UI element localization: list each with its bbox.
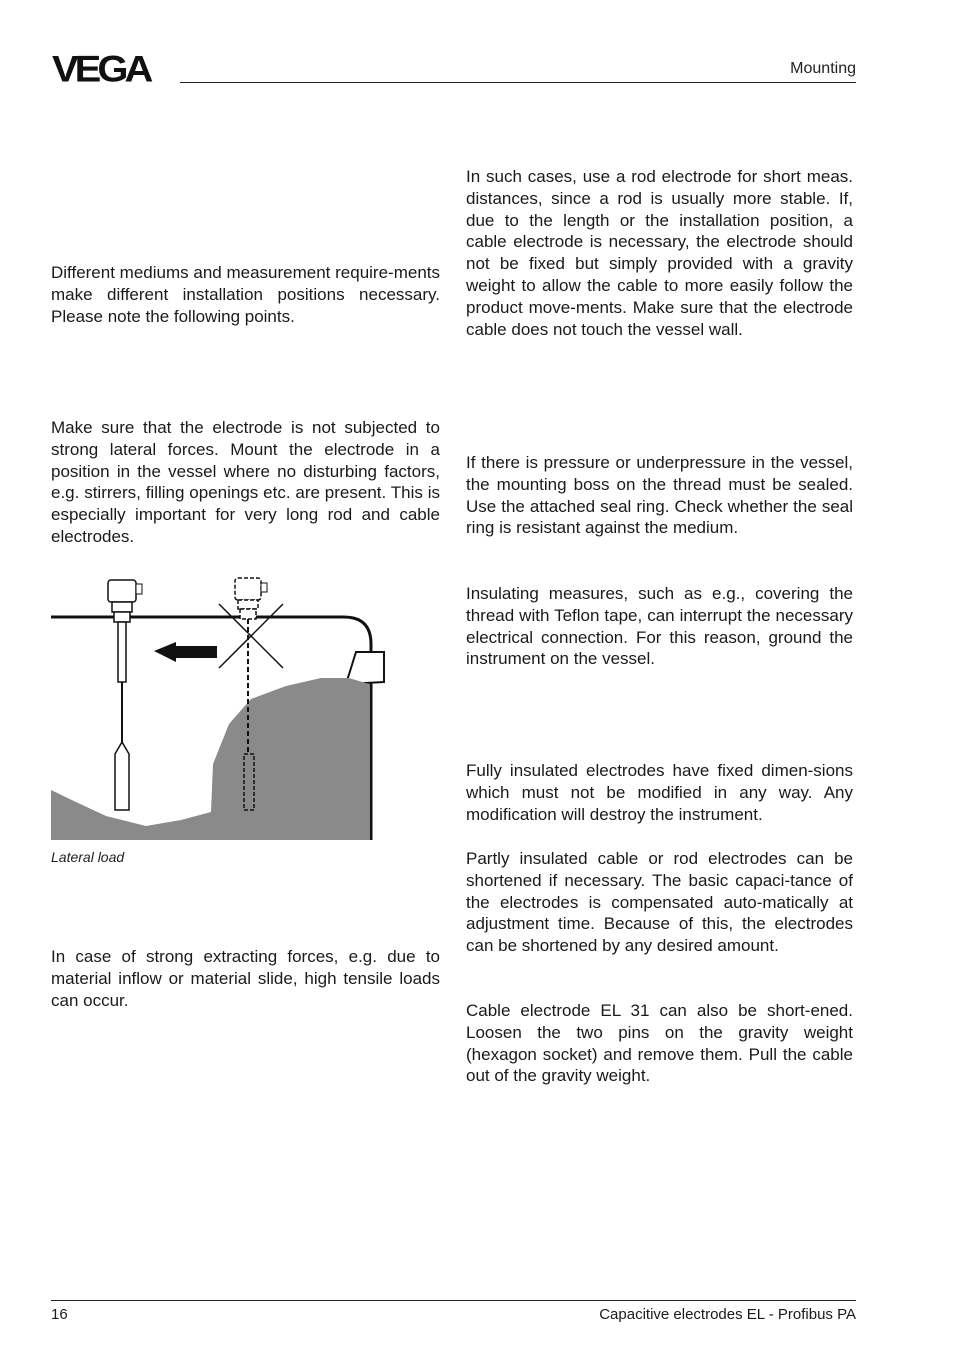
fully-insulated-paragraph: Fully insulated electrodes have fixed dimen-sions which must not be modified in any way. Any modification will destroy the instrument. bbox=[466, 761, 853, 824]
insulating-paragraph: Insulating measures, such as e.g., covering the thread with Teflon tape, can interrupt the necessary electrical connection. For this reason, ground the instrument on the vessel. bbox=[466, 584, 853, 669]
logo-text: VEGA bbox=[52, 52, 150, 88]
figure-caption: Lateral load bbox=[51, 849, 125, 865]
section-title: Mounting bbox=[790, 60, 856, 77]
product-fill bbox=[51, 678, 369, 840]
tensile-load-paragraph: In case of strong extracting forces, e.g. due to material inflow or material slide, high tensile loads can occur. bbox=[51, 947, 440, 1010]
page-number: 16 bbox=[51, 1306, 68, 1323]
el31-paragraph: Cable electrode EL 31 can also be short-ened. Loosen the two pins on the gravity weight (hexagon socket) and remove them. Pull the cable out of the gravity weight. bbox=[466, 1001, 853, 1086]
header-rule bbox=[180, 82, 856, 83]
rod-electrode-paragraph: In such cases, use a rod electrode for short meas. distances, since a rod is usually more stable. If, due to the length or the installation position, a cable electrode is necessary, the electrode should not be fixed but simply provided with a gravity weight to allow the cable to more easily follow the product move-ments. Make sure that the electrode cable does not touch the vessel wall. bbox=[466, 167, 853, 339]
footer-rule bbox=[51, 1300, 856, 1301]
partly-insulated-paragraph: Partly insulated cable or rod electrodes can be shortened if necessary. The basic capaci-tance of the electrodes is compensated auto-matically at adjustment time. Because of this, the electrodes can be shortened by any desired amount. bbox=[466, 849, 853, 956]
cable-electrode-correct bbox=[108, 580, 142, 810]
sealing-paragraph: If there is pressure or underpressure in the vessel, the mounting boss on the thread must be sealed. Use the attached seal ring. Check whether the seal ring is resistant against the medium. bbox=[466, 453, 853, 538]
lateral-force-arrow bbox=[154, 642, 217, 662]
document-title: Capacitive electrodes EL - Profibus PA bbox=[599, 1306, 856, 1323]
lateral-load-figure bbox=[51, 574, 391, 844]
lateral-load-paragraph: Make sure that the electrode is not subjected to strong lateral forces. Mount the electrode in a position in the vessel where no disturbing factors, e.g. stirrers, filling openings etc. are present. This is especially important for very long rod and cable electrodes. bbox=[51, 418, 440, 546]
intro-paragraph: Different mediums and measurement require-ments make different installation positions necessary. Please note the following points. bbox=[51, 263, 440, 326]
vega-logo bbox=[52, 52, 172, 88]
